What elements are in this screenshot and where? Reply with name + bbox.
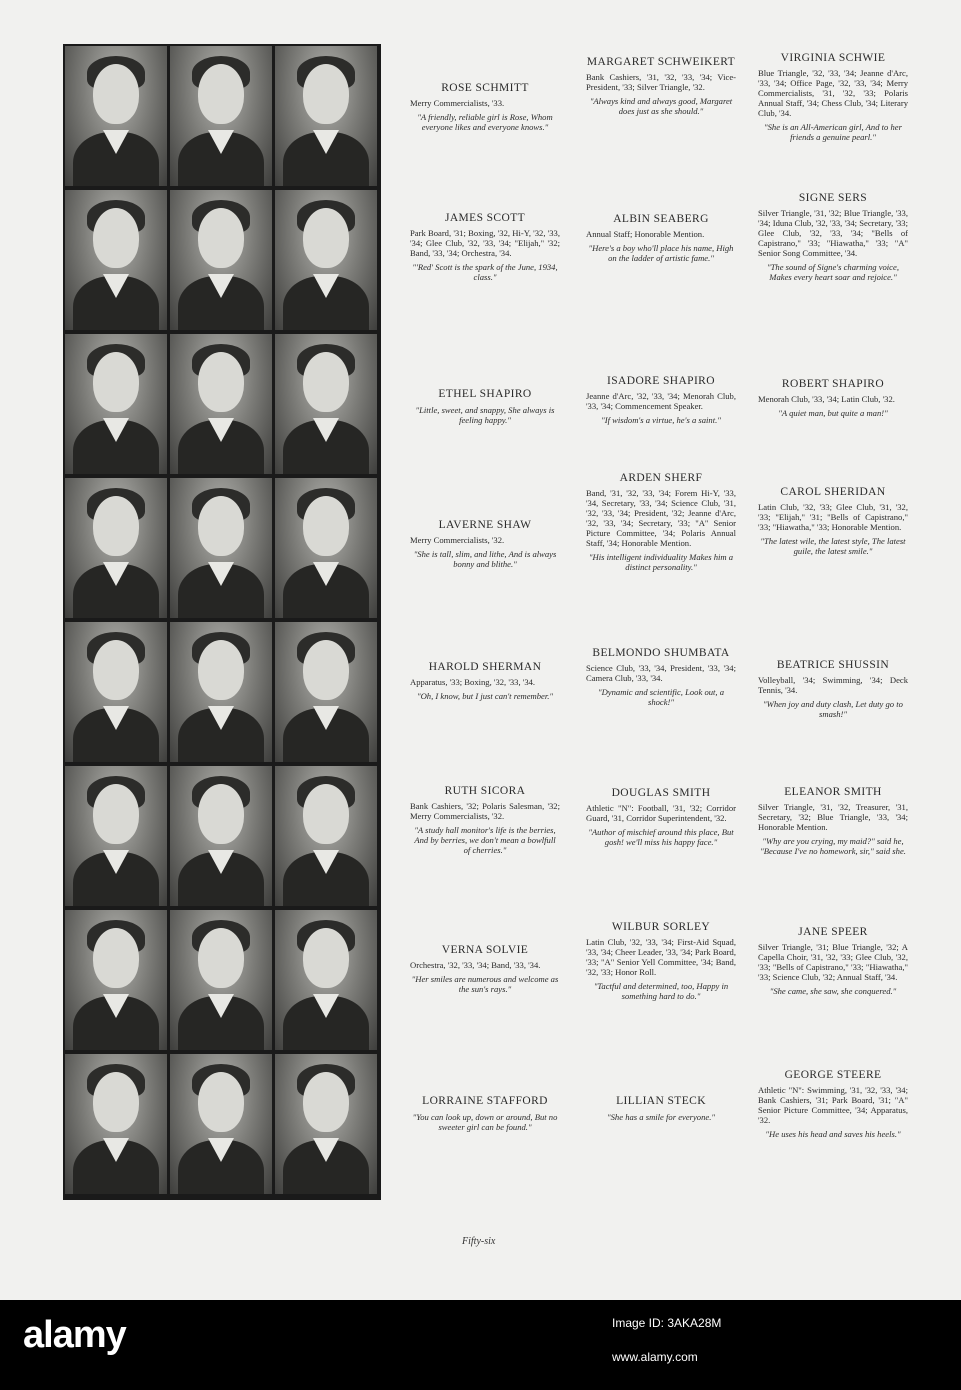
student-activities: Latin Club, '32, '33; Glee Club, '31, '32, '33; "Elijah," '31; "Bells of Capistrano," '33; "Hiawatha," '33; Honorable Mention. bbox=[758, 502, 908, 532]
student-activities: Latin Club, '32, '33, '34; First-Aid Squad, '33, '34; Cheer Leader, '33, '34; Park Board, '33; "A" Senior Yell Committee, '34; Band, '32, '33; Honor Roll. bbox=[586, 937, 736, 977]
student-entry bbox=[586, 1095, 736, 1122]
student-quote: "A study hall monitor's life is the berries, And by berries, we don't mean a bowlfull of cherries." bbox=[414, 825, 556, 855]
portrait bbox=[275, 766, 377, 906]
portrait bbox=[170, 46, 272, 186]
student-quote: "He uses his head and saves his heels." bbox=[765, 1129, 901, 1139]
student-entry bbox=[758, 926, 908, 996]
student-name: ROBERT SHAPIRO bbox=[781, 378, 885, 390]
student-activities: Volleyball, '34; Swimming, '34; Deck Tennis, '34. bbox=[758, 675, 908, 695]
student-name: JAMES SCOTT bbox=[444, 212, 526, 224]
portrait bbox=[170, 622, 272, 762]
portrait bbox=[275, 1054, 377, 1194]
student-quote: "If wisdom's a virtue, he's a saint." bbox=[601, 415, 721, 425]
student-entry bbox=[410, 519, 560, 569]
student-entry bbox=[758, 192, 908, 282]
student-name: WILBUR SORLEY bbox=[611, 921, 711, 933]
student-quote: "When joy and duty clash, Let duty go to smash!" bbox=[763, 699, 903, 719]
student-name: BEATRICE SHUSSIN bbox=[776, 659, 890, 671]
student-quote: "She has a smile for everyone." bbox=[607, 1112, 715, 1122]
student-quote: "Author of mischief around this place, But gosh! we'll miss his happy face." bbox=[588, 827, 734, 847]
student-name: JANE SPEER bbox=[798, 926, 868, 938]
brand-logo: alamy bbox=[23, 1314, 126, 1356]
student-name: VIRGINIA SCHWIE bbox=[780, 52, 886, 64]
student-activities: Science Club, '33, '34, President, '33, '34; Camera Club, '33, '34. bbox=[586, 663, 736, 683]
student-entry bbox=[410, 944, 560, 994]
student-entry bbox=[758, 1069, 908, 1139]
portrait-grid bbox=[63, 44, 381, 1200]
student-name: LAVERNE SHAW bbox=[438, 519, 532, 531]
student-activities: Merry Commercialists, '33. bbox=[410, 98, 505, 108]
student-name: DOUGLAS SMITH bbox=[611, 787, 711, 799]
portrait bbox=[65, 622, 167, 762]
student-activities: Orchestra, '32, '33, '34; Band, '33, '34. bbox=[410, 960, 541, 970]
page-number: Fifty-six bbox=[462, 1236, 496, 1247]
student-quote: "The sound of Signe's charming voice, Makes every heart soar and rejoice." bbox=[767, 262, 899, 282]
portrait bbox=[170, 334, 272, 474]
student-entry bbox=[758, 786, 908, 856]
portrait bbox=[275, 46, 377, 186]
student-name: CAROL SHERIDAN bbox=[780, 486, 886, 498]
student-name: LILLIAN STECK bbox=[616, 1095, 706, 1107]
student-quote: "She came, she saw, she conquered." bbox=[769, 986, 897, 996]
student-entry bbox=[586, 921, 736, 1001]
student-activities: Athletic "N": Swimming, '31, '32, '33, '34; Bank Cashiers, '31; Park Board, '31; "A" Senior Picture Committee, '34; Apparatus, '32. bbox=[758, 1085, 908, 1125]
student-entry bbox=[410, 1095, 560, 1132]
portrait bbox=[65, 190, 167, 330]
site-link[interactable]: www.alamy.com bbox=[612, 1350, 698, 1364]
student-activities: Jeanne d'Arc, '32, '33, '34; Menorah Club, '33, '34; Commencement Speaker. bbox=[586, 391, 736, 411]
student-quote: "'Red' Scott is the spark of the June, 1934, class." bbox=[412, 262, 558, 282]
student-entry bbox=[586, 647, 736, 707]
student-entry bbox=[758, 486, 908, 556]
student-name: VERNA SOLVIE bbox=[441, 944, 529, 956]
portrait bbox=[170, 1054, 272, 1194]
student-activities: Silver Triangle, '31, '32, Treasurer, '31, Secretary, '32; Blue Triangle, '33, '34; Honorable Mention. bbox=[758, 802, 908, 832]
student-quote: "Her smiles are numerous and welcome as the sun's rays." bbox=[411, 974, 559, 994]
student-name: ETHEL SHAPIRO bbox=[438, 388, 532, 400]
student-quote: "She is an All-American girl, And to her friends a genuine pearl." bbox=[764, 122, 902, 142]
student-entry bbox=[586, 56, 736, 116]
student-entry bbox=[586, 213, 736, 263]
portrait bbox=[65, 1054, 167, 1194]
student-name: MARGARET SCHWEIKERT bbox=[586, 56, 736, 68]
student-activities: Bank Cashiers, '32; Polaris Salesman, '32; Merry Commercialists, '32. bbox=[410, 801, 560, 821]
portrait bbox=[170, 478, 272, 618]
student-activities: Silver Triangle, '31; Blue Triangle, '32; A Capella Choir, '31, '32, '33; Glee Club, '32, '33; "Bells of Capistrano," '33; "Hiawatha," '33; Science Club, '32; Annual Staff, '34. bbox=[758, 942, 908, 982]
student-name: RUTH SICORA bbox=[444, 785, 526, 797]
student-activities: Athletic "N": Football, '31, '32; Corridor Guard, '31, Corridor Superintendent, '32. bbox=[586, 803, 736, 823]
student-entry bbox=[758, 659, 908, 719]
student-name: ARDEN SHERF bbox=[619, 472, 703, 484]
portrait bbox=[65, 766, 167, 906]
portrait bbox=[275, 334, 377, 474]
portrait bbox=[65, 910, 167, 1050]
student-name: HAROLD SHERMAN bbox=[428, 661, 542, 673]
student-entry bbox=[758, 378, 908, 418]
student-quote: "Always kind and always good, Margaret does just as she should." bbox=[589, 96, 733, 116]
portrait bbox=[170, 766, 272, 906]
student-name: ELEANOR SMITH bbox=[784, 786, 882, 798]
portrait bbox=[170, 910, 272, 1050]
student-activities: Band, '31, '32, '33, '34; Forem Hi-Y, '33, '34, Secretary, '33, '34; Science Club, '31, '32, '33, '34; President, '32; Jeanne d'Arc, '32, '33, '34; Secretary, '33; "A" Senior Picture Committee, '34; Polaris Annual Staff, '34; Honorable Mention. bbox=[586, 488, 736, 548]
student-entry bbox=[410, 388, 560, 425]
student-quote: "The latest wile, the latest style, The latest guile, the latest smile." bbox=[760, 536, 906, 556]
student-quote: "A quiet man, but quite a man!" bbox=[778, 408, 888, 418]
student-quote: "Here's a boy who'll place his name, High on the ladder of artistic fame." bbox=[588, 243, 734, 263]
portrait bbox=[275, 478, 377, 618]
student-quote: "Oh, I know, but I just can't remember." bbox=[416, 691, 554, 701]
student-entry bbox=[410, 785, 560, 855]
student-name: SIGNE SERS bbox=[798, 192, 868, 204]
watermark-footer bbox=[0, 1300, 961, 1390]
portrait bbox=[65, 334, 167, 474]
student-name: BELMONDO SHUMBATA bbox=[592, 647, 730, 659]
image-code: Image ID: 3AKA28M bbox=[612, 1316, 722, 1330]
student-entry bbox=[586, 472, 736, 572]
student-activities: Apparatus, '33; Boxing, '32, '33, '34. bbox=[410, 677, 536, 687]
student-activities: Menorah Club, '33, '34; Latin Club, '32. bbox=[758, 394, 895, 404]
student-quote: "You can look up, down or around, But no sweeter girl can be found." bbox=[412, 1112, 558, 1132]
student-quote: "Dynamic and scientific, Look out, a shock!" bbox=[597, 687, 725, 707]
portrait bbox=[275, 910, 377, 1050]
student-entry bbox=[410, 661, 560, 701]
student-name: ROSE SCHMITT bbox=[441, 82, 529, 94]
student-quote: "His intelligent individuality Makes him a distinct personality." bbox=[588, 552, 734, 572]
student-entry bbox=[758, 52, 908, 142]
student-quote: "Why are you crying, my maid?" said he, "Because I've no homework, sir," said she. bbox=[760, 836, 906, 856]
portrait bbox=[170, 190, 272, 330]
student-entry bbox=[410, 212, 560, 282]
student-activities: Merry Commercialists, '32. bbox=[410, 535, 505, 545]
student-entry bbox=[410, 82, 560, 132]
student-activities: Blue Triangle, '32, '33, '34; Jeanne d'Arc, '33, '34; Office Page, '32, '33, '34; Merry Commercialists, '31, '32, '33; Polaris Annual Staff, '34; Chess Club, '34; Literary Club, '34. bbox=[758, 68, 908, 118]
student-quote: "A friendly, reliable girl is Rose, Whom everyone likes and everyone knows." bbox=[417, 112, 553, 132]
student-quote: "She is tall, slim, and lithe, And is always bonny and blithe." bbox=[413, 549, 557, 569]
student-name: ALBIN SEABERG bbox=[613, 213, 709, 225]
portrait bbox=[65, 478, 167, 618]
portrait bbox=[65, 46, 167, 186]
student-entry bbox=[586, 787, 736, 847]
student-name: LORRAINE STAFFORD bbox=[422, 1095, 548, 1107]
student-name: ISADORE SHAPIRO bbox=[607, 375, 715, 387]
student-activities: Bank Cashiers, '31, '32, '33, '34; Vice-President, '33; Silver Triangle, '32. bbox=[586, 72, 736, 92]
student-quote: "Little, sweet, and snappy, She always is feeling happy." bbox=[415, 405, 555, 425]
student-quote: "Tactful and determined, too, Happy in something hard to do." bbox=[593, 981, 729, 1001]
student-name: GEORGE STEERE bbox=[784, 1069, 882, 1081]
portrait bbox=[275, 622, 377, 762]
student-activities: Annual Staff; Honorable Mention. bbox=[586, 229, 705, 239]
student-entry bbox=[586, 375, 736, 425]
portrait bbox=[275, 190, 377, 330]
student-activities: Silver Triangle, '31, '32; Blue Triangle, '33, '34; Iduna Club, '32, '33, '34; Secretary, '33; Glee Club, '32, '33, '34; "Bells of Capistrano," '33; "Hiawatha," '33; "A" Senior Song Committee, '34. bbox=[758, 208, 908, 258]
student-activities: Park Board, '31; Boxing, '32, Hi-Y, '32, '33, '34; Glee Club, '32, '33, '34; "Elijah," '32; Band, '33, '34; Orchestra, '34. bbox=[410, 228, 560, 258]
